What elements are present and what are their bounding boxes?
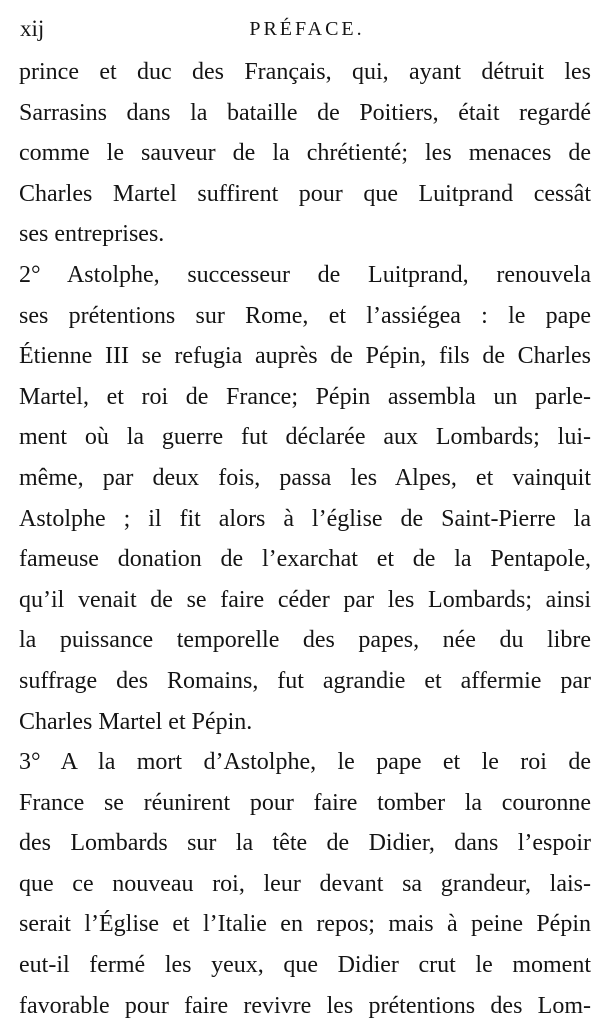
text-line: Étienne III se refugia auprès de Pépin, fils de Charles [19,343,591,370]
text-line: même, par deux fois, passa les Alpes, et vainquit [19,464,591,491]
text-line: Charles Martel suffirent pour que Luitprand cessât [19,180,591,207]
text-line: eut-il fermé les yeux, que Didier crut le moment [19,952,591,979]
text-line: la puissance temporelle des papes, née du libre [19,627,591,654]
text-line: Sarrasins dans la bataille de Poitiers, était regardé [19,99,591,126]
running-title: PRÉFACE. [249,18,365,40]
text-line: que ce nouveau roi, leur devant sa grandeur, lais- [19,870,591,897]
text-line: France se réunirent pour faire tomber la couronne [19,789,591,816]
text-line: suffrage des Romains, fut agrandie et affermie par [19,667,591,694]
text-line: ment où la guerre fut déclarée aux Lombards; lui- [19,424,591,451]
page-number: xij [20,16,45,41]
text-line: Charles Martel et Pépin. [19,708,253,735]
running-head [20,14,594,44]
text-line: prince et duc des Français, qui, ayant détruit les [19,59,591,85]
text-line: qu’il venait de se faire céder par les Lombards; ainsi [19,586,591,613]
body-text [19,52,591,1026]
text-line: Astolphe ; il fit alors à l’église de Saint-Pierre la [19,505,591,532]
text-line: 2° Astolphe, successeur de Luitprand, renouvela [19,261,591,288]
text-line: fameuse donation de l’exarchat et de la Pentapole, [19,546,591,573]
text-line: des Lombards sur la tête de Didier, dans l’espoir [19,830,591,857]
text-line: comme le sauveur de la chrétienté; les menaces de [19,140,591,167]
text-line: favorable pour faire revivre les prétentions des Lom- [19,992,591,1019]
text-line: Martel, et roi de France; Pépin assembla un parle- [19,383,591,410]
text-line: serait l’Église et l’Italie en repos; mais à peine Pépin [19,911,591,938]
text-line: ses prétentions sur Rome, et l’assiégea : le pape [19,302,591,329]
text-line: ses entreprises. [19,221,165,248]
text-line: 3° A la mort d’Astolphe, le pape et le roi de [19,749,591,776]
